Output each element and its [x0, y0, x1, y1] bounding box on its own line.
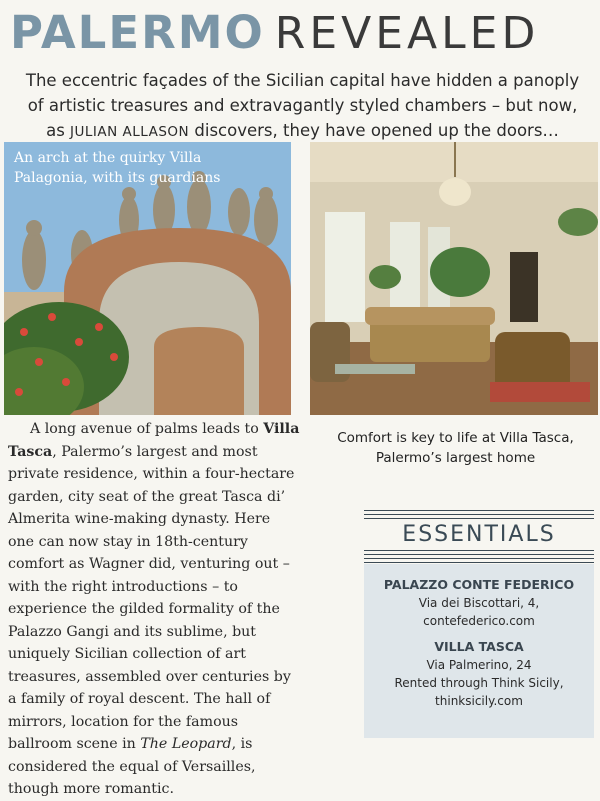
standfirst-end: discovers, they have opened up the doors… — [194, 121, 559, 140]
standfirst — [20, 68, 585, 145]
headline-light: REVEALED — [274, 8, 540, 59]
villa-tasca-name: Villa Tasca — [8, 421, 300, 460]
headline-bold: PALERMO — [10, 6, 265, 59]
entry-line: contefederico.com — [423, 614, 535, 628]
arch-photo — [4, 142, 291, 415]
article-intro: A long avenue of palms leads to — [30, 421, 259, 437]
standfirst-text: The eccentric façades of the Sicilian capital have hidden a panoply of artistic treasures and extravagantly styled chambers – but now, as — [25, 71, 580, 140]
entry-line: thinksicily.com — [435, 694, 523, 708]
essentials-panel — [364, 508, 594, 738]
entry-line: Via dei Biscottari, 4, — [418, 596, 540, 610]
essentials-entry — [364, 576, 594, 630]
entry-name: VILLA TASCA — [434, 639, 524, 654]
right-photo-caption: Comfort is key to life at Villa Tasca, Palermo’s largest home — [337, 430, 574, 466]
the-leopard-title: The Leopard — [140, 736, 232, 752]
essentials-heading: ESSENTIALS — [364, 520, 594, 550]
entry-line: Rented through Think Sicily, — [394, 676, 564, 690]
entry-line: Via Palmerino, 24 — [426, 658, 532, 672]
article-body — [8, 418, 300, 801]
interior-illustration — [310, 142, 598, 415]
entry-name: PALAZZO CONTE FEDERICO — [383, 577, 575, 592]
essentials-header — [364, 508, 594, 564]
headline — [10, 6, 595, 60]
essentials-entry — [364, 638, 594, 710]
article-end: , is considered the equal of Versailles, though more romantic. — [8, 736, 256, 797]
author-name: JULIAN ALLASON — [70, 124, 190, 140]
left-photo-caption: An arch at the quirky Villa Palagonia, with its guardians — [14, 150, 221, 186]
article-mid: , Palermo’s largest and most private residence, within a four-hectare garden, city seat of the great Tasca di’ Almerita wine-making dynasty. Here one can now stay in 18th-century comfort as Wagner did, venturing out – with the right introductions – to experience the gilded formality of the Palazzo Gangi and its sublime, but uniquely Sicilian collection of art treasures, assembled over centuries by a family of royal descent. The hall of mirrors, location for the famous ballroom scene in — [8, 443, 295, 752]
article-paragraph — [8, 418, 300, 801]
interior-photo — [310, 142, 598, 415]
